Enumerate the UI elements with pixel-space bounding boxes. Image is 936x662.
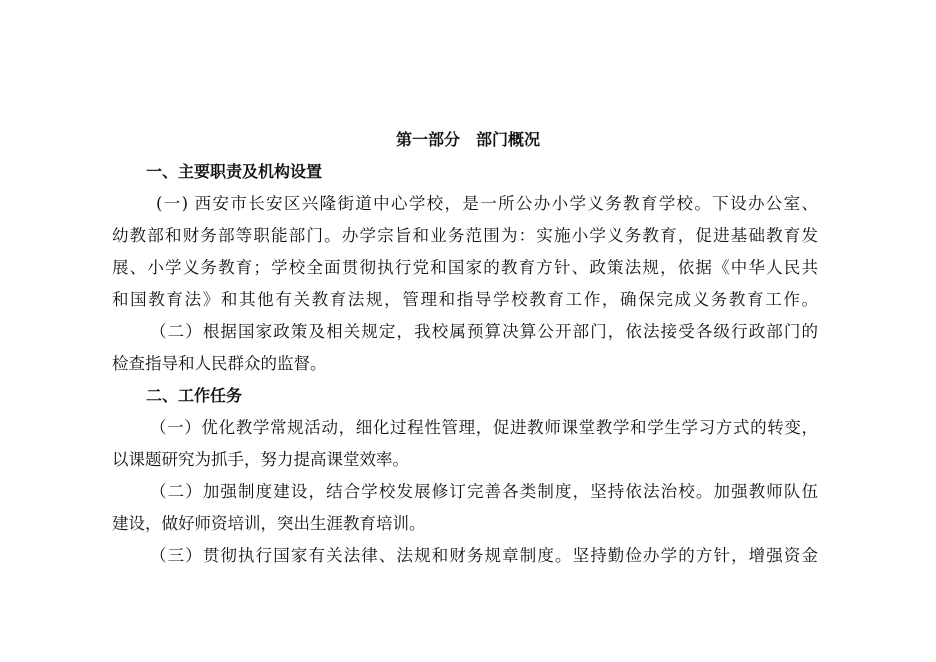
section-heading-duties: 一、主要职责及机构设置 — [146, 162, 323, 181]
paragraph-line: 以课题研究为抓手，努力提高课堂效率。 — [112, 450, 409, 469]
page-title: 第一部分 部门概况 — [395, 130, 540, 149]
paragraph-line: 和国教育法》和其他有关教育法规，管理和指导学校教育工作，确保完成义务教育工作。 — [112, 290, 818, 309]
paragraph-line: （二）加强制度建设，结合学校发展修订完善各类制度，坚持依法治校。加强教师队伍 — [150, 482, 818, 501]
section-heading-tasks: 二、工作任务 — [146, 386, 243, 405]
paragraph-line: 检查指导和人民群众的监督。 — [112, 354, 327, 373]
paragraph-line: 幼教部和财务部等职能部门。办学宗旨和业务范围为：实施小学义务教育，促进基础教育发 — [112, 226, 818, 245]
paragraph-line: 建设，做好师资培训，突出生涯教育培训。 — [112, 514, 426, 533]
paragraph-line: 展、小学义务教育；学校全面贯彻执行党和国家的教育方针、政策法规，依据《中华人民共 — [112, 258, 818, 277]
paragraph-line: （一）优化教学常规活动，细化过程性管理，促进教师课堂教学和学生学习方式的转变， — [150, 418, 818, 437]
paragraph-line: （二）根据国家政策及相关规定，我校属预算决算公开部门，依法接受各级行政部门的 — [150, 322, 818, 341]
paragraph-line: （三）贯彻执行国家有关法律、法规和财务规章制度。坚持勤俭办学的方针，增强资金 — [150, 546, 818, 565]
paragraph-line: (一) 西安市长安区兴隆街道中心学校，是一所公办小学义务教育学校。下设办公室、 — [156, 194, 818, 213]
